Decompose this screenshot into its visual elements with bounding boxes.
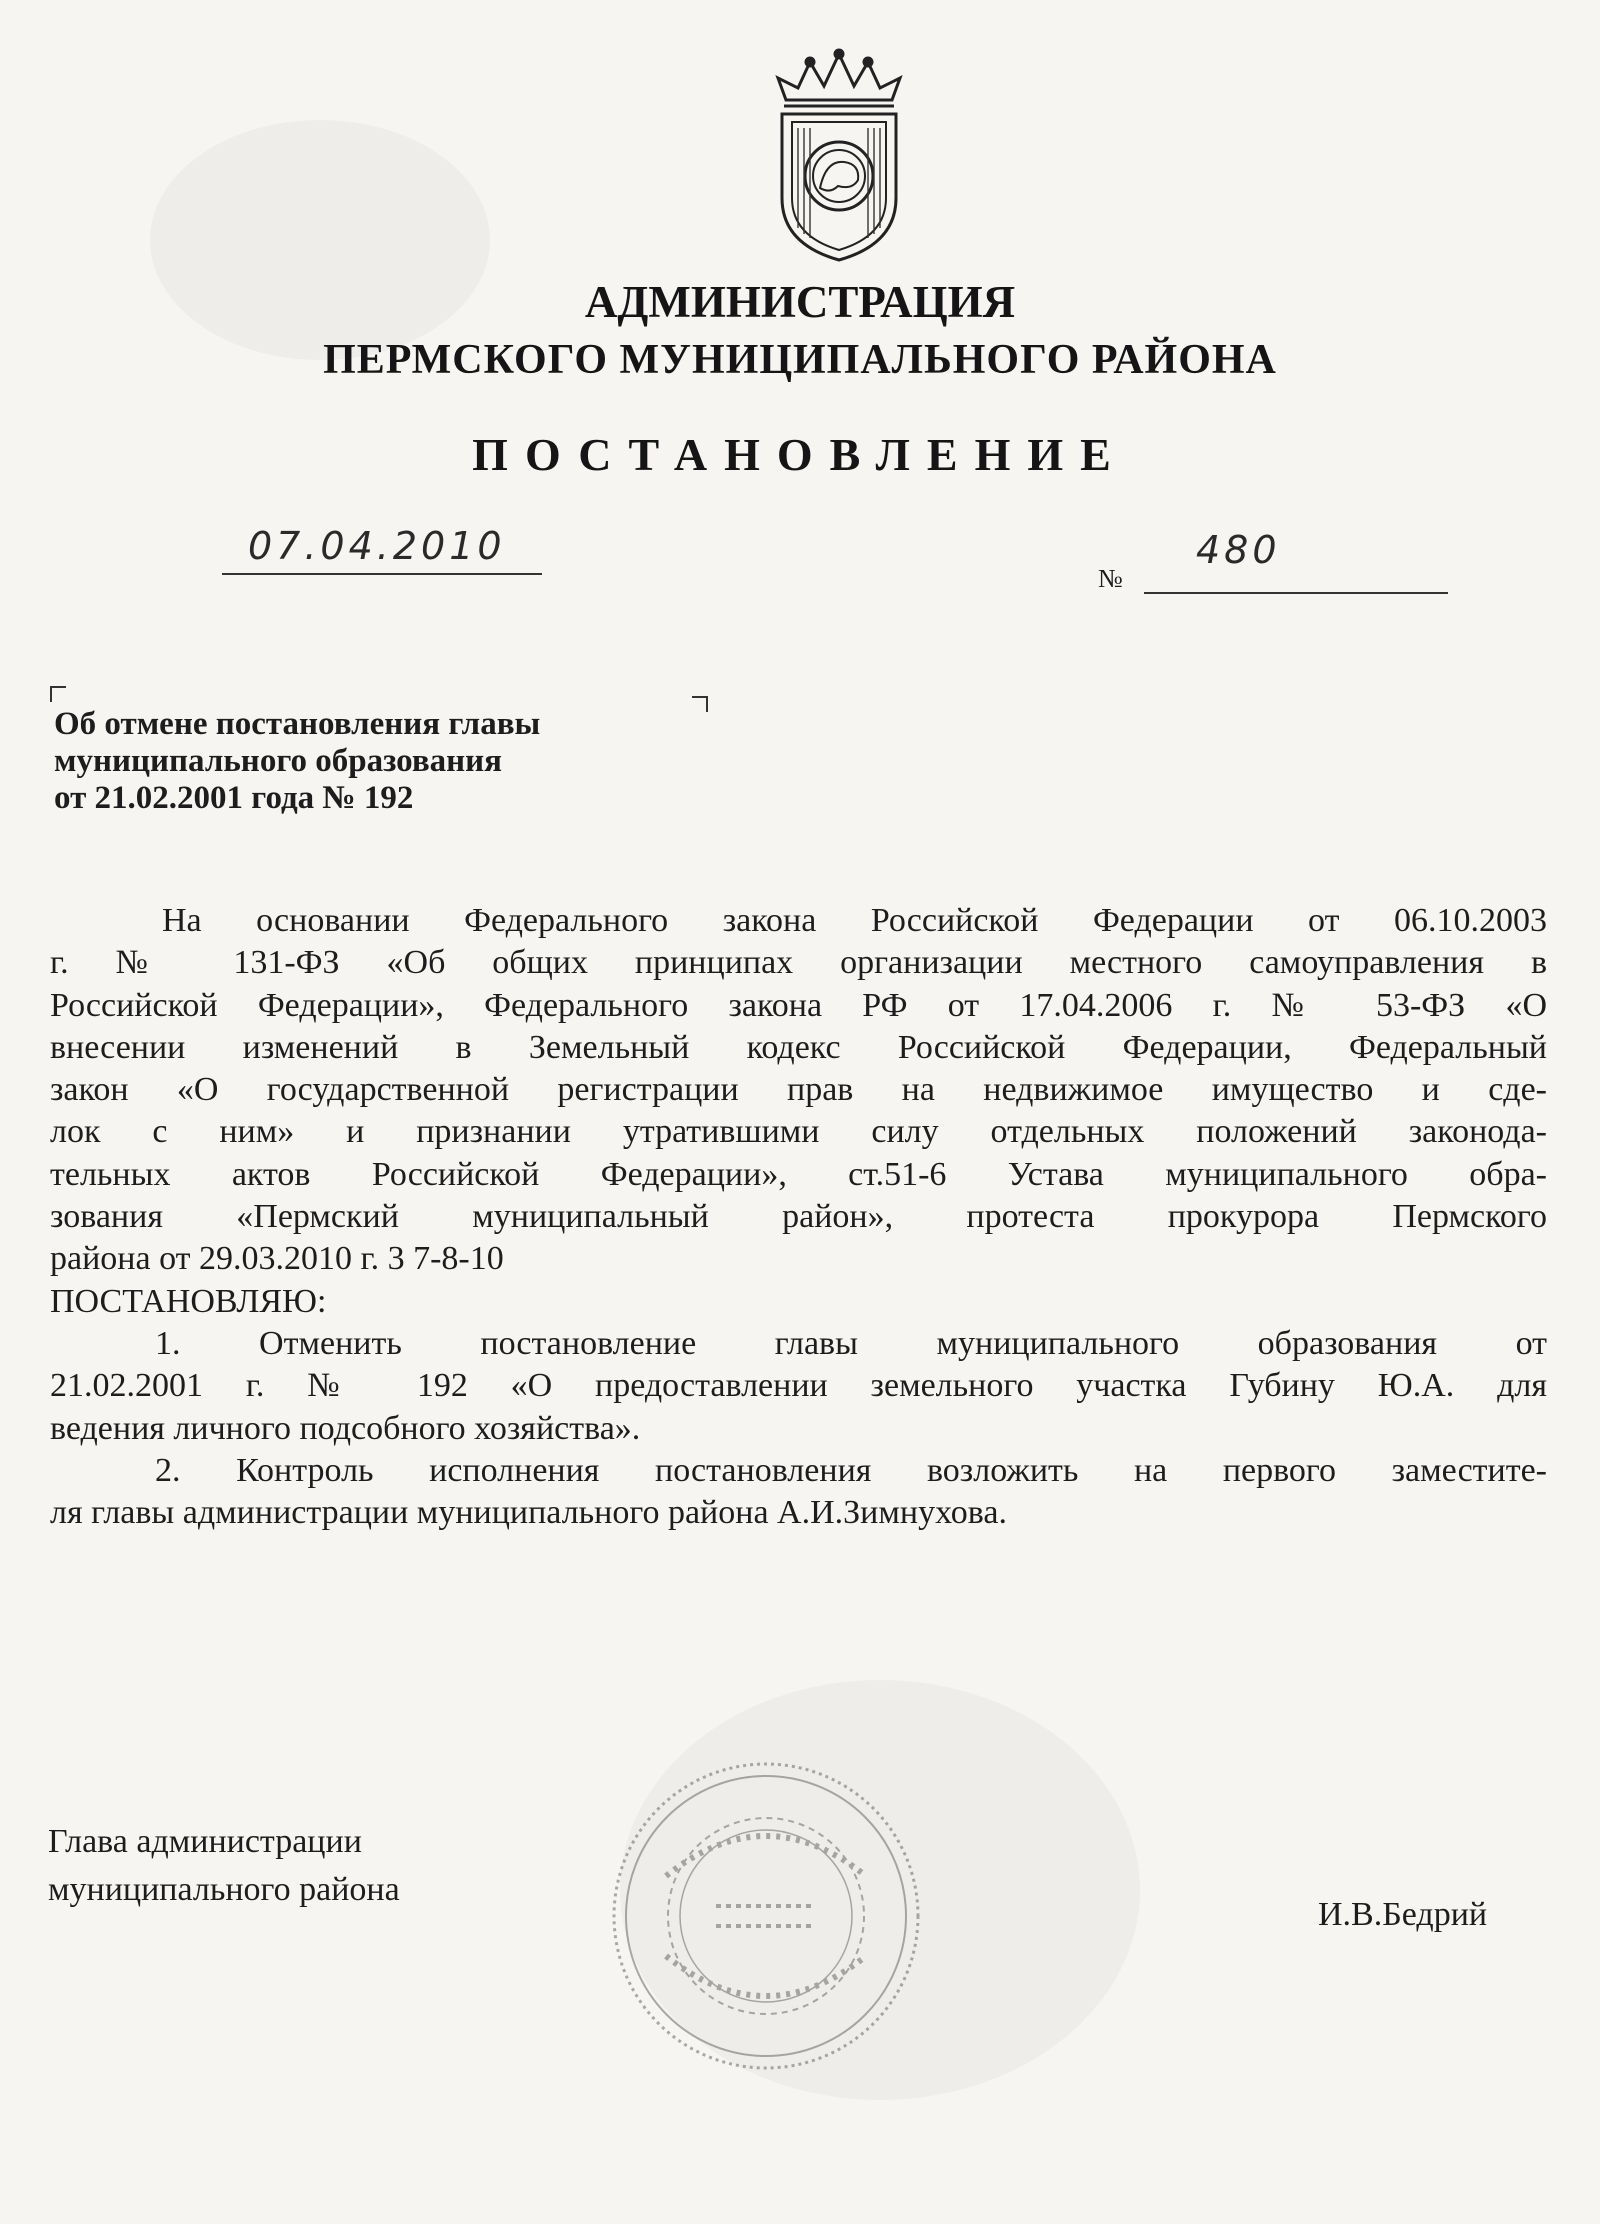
subject-corner-mark [50, 686, 66, 702]
document-number: 480 [1196, 528, 1281, 572]
subject-line: муниципального образования [54, 743, 503, 779]
body-line: 1. Отменить постановление главы муниципального образования от [155, 1324, 1547, 1362]
org-name-line2: ПЕРМСКОГО МУНИЦИПАЛЬНОГО РАЙОНА [323, 337, 1277, 383]
body-line: тельных актов Российской Федерации», ст.51-6 Устава муниципального обра- [50, 1155, 1547, 1193]
body-line: ля главы администрации муниципального района А.И.Зимнухова. [50, 1494, 1007, 1532]
signature-title-line2: муниципального района [48, 1871, 400, 1908]
org-name-line1: АДМИНИСТРАЦИЯ [584, 277, 1016, 327]
number-underline [1144, 592, 1448, 594]
body-line: 2. Контроль исполнения постановления возложить на первого заместите- [155, 1451, 1547, 1489]
body-line: зования «Пермский муниципальный район», протеста прокурора Пермского [50, 1198, 1547, 1236]
body-line: Российской Федерации», Федерального закона РФ от 17.04.2006 г. № 53-ФЗ «О [50, 986, 1547, 1024]
body-line: На основании Федерального закона Российской Федерации от 06.10.2003 [162, 902, 1547, 939]
signature-title-line1: Глава администрации [48, 1823, 362, 1860]
number-label: № [1098, 564, 1123, 593]
resolve-heading: ПОСТАНОВЛЯЮ: [50, 1282, 327, 1320]
body-line: ведения личного подсобного хозяйства». [50, 1409, 641, 1447]
body-line: лок с ним» и признании утратившими силу отдельных положений законода- [50, 1113, 1547, 1151]
document-body [50, 900, 1547, 1534]
document-type-title: ПОСТАНОВЛЕНИЕ [472, 429, 1128, 480]
official-seal-icon [606, 1756, 926, 2076]
body-line: закон «О государственной регистрации прав на недвижимое имущество и сде- [50, 1071, 1547, 1109]
subject-line: Об отмене постановления главы [54, 706, 541, 742]
signer-name: И.В.Бедрий [1318, 1896, 1488, 1933]
document-subject [54, 706, 774, 817]
date-underline [222, 573, 542, 575]
coat-of-arms-icon [768, 48, 910, 266]
document-date: 07.04.2010 [248, 524, 506, 568]
subject-line: от 21.02.2001 года № 192 [54, 780, 414, 816]
body-line: г. № 131-ФЗ «Об общих принципах организации местного самоуправления в [50, 944, 1547, 982]
body-line: внесении изменений в Земельный кодекс Российской Федерации, Федеральный [50, 1028, 1547, 1066]
body-line: 21.02.2001 г. № 192 «О предоставлении земельного участка Губину Ю.А. для [50, 1367, 1547, 1405]
body-line: района от 29.03.2010 г. 3 7-8-10 [50, 1240, 504, 1278]
